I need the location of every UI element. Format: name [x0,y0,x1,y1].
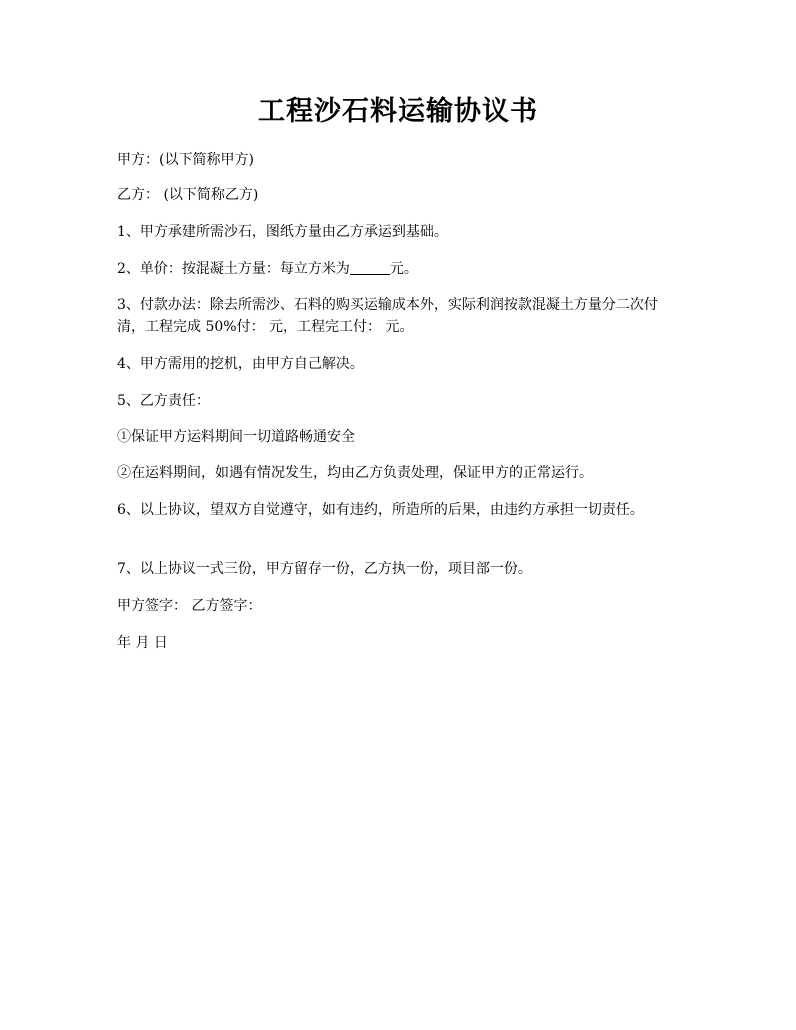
clause-7: 7、以上协议一式三份，甲方留存一份，乙方执一份，项目部一份。 [117,561,532,577]
signature-line: 甲方签字： 乙方签字： [117,598,262,614]
clause-5: 5、乙方责任： [117,393,210,409]
clause-3: 3、付款办法：除去所需沙、石料的购买运输成本外，实际利润按款混凝土方量分二次付清，工程完成 50%付： 元，工程完工付： 元。 [117,297,658,335]
clause-6: 6、以上协议，望双方自觉遵守，如有违约，所造所的后果，由违约方承担一切责任。 [117,502,644,518]
document-title: 工程沙石料运输协议书 [258,96,538,127]
clause-5-item-1: ①保证甲方运料期间一切道路畅通安全 [117,429,355,445]
clause-4: 4、甲方需用的挖机，由甲方自己解决。 [117,356,364,372]
unit-price-blank [350,260,390,275]
clause-2-suffix: 元。 [389,261,418,277]
clause-1: 1、甲方承建所需沙石，图纸方量由乙方承运到基础。 [117,224,448,240]
date-line: 年 月 日 [117,635,168,651]
clause-5-item-2: ②在运料期间，如遇有情况发生，均由乙方负责处理，保证甲方的正常运行。 [117,465,593,481]
party-b-line: 乙方： (以下简称乙方) [117,187,259,203]
clause-2-prefix: 2、单价：按混凝土方量：每立方米为 [117,261,350,277]
clause-2 [117,258,677,280]
party-a-line: 甲方：(以下简称甲方) [117,152,254,168]
